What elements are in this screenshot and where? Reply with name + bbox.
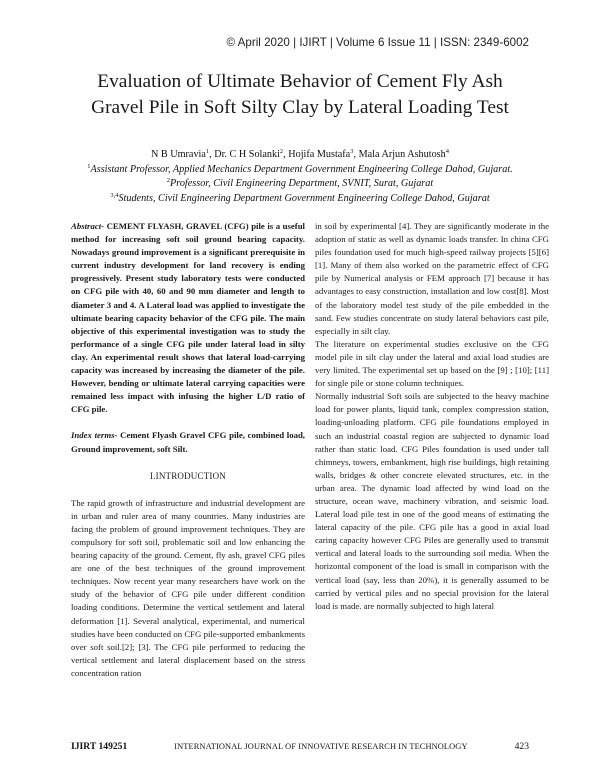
- index-terms: [71, 429, 305, 455]
- affiliation-3: [60, 192, 540, 207]
- author-name: Hojifa Mustafa: [288, 149, 351, 160]
- author-sup: 1: [205, 148, 210, 155]
- author-name: Dr. C H Solanki: [214, 149, 280, 160]
- author-sup: 3: [350, 148, 354, 155]
- affiliation-sup: 3,4: [110, 191, 119, 199]
- abstract-label: Abstract-: [71, 221, 105, 231]
- title-line-2: Gravel Pile in Soft Silty Clay by Lateral Loading Test: [91, 97, 509, 118]
- page-footer: [71, 741, 529, 752]
- paper-title: [60, 69, 540, 121]
- author-block: [60, 148, 540, 206]
- index-terms-label: Index terms-: [71, 430, 118, 441]
- intro-paragraph-4: Normally industrial Soft soils are subjected to the heavy machine load for power plants, liquid tank, complex compression station, loading-unloading platform. CFG pile foundations employed in such an industrial coastal region are subjected to dynamic load rather than static load. CFG Piles foundation is used under tall chimneys, towers, embankment, high rise buildings, high retaining walls, bridges & other concrete elevated structures, etc. in the urban area. The dynamic load affected by wind load on the structure, ocean wave, machinery vibration, and seismic load. Lateral load pile test in one of the good means of estimating the lateral capacity of the pile. CFG pile has a good in axial load caring capacity however CFG Piles are generally used to transmit vertical and lateral loads to the surrounding soil media. When the horizontal component of the load is small in comparison with the vertical load (say, less than 20%), it is generally assumed to be carried by vertical piles and no special provision for the lateral load is made. are normally subjected to high lateral: [315, 391, 549, 611]
- affiliation-sup: 2: [166, 177, 171, 184]
- index-terms-text: Cement Flyash Gravel CFG pile, combined load, Ground improvement, soft Silt.: [71, 430, 305, 454]
- author-name: N B Umravia: [151, 149, 206, 160]
- intro-paragraph-3: The literature on experimental studies exclusive on the CFG model pile in silt clay under the lateral and axial load studies are very limited. The experimental set up based on the [9] ; [10]; [11] for single pile or stone column techniques.: [315, 338, 549, 389]
- affiliation-text: Assistant Professor, Applied Mechanics Department Government Engineering College Dahod, Gujarat.: [90, 163, 513, 175]
- intro-paragraph-1: The rapid growth of infrastructure and industrial development are in urban and ruler area of many countries. Many industries are facing the problem of ground improvement techniques. They are compulsory for soft soil, problematic soil and low enhancing the bearing capacity of the ground. Cement, fly ash, gravel CFG piles are one of the best techniques of the ground improvement techniques. Now recent year many researchers have work on the study of the behavior of CFG pile under different condition loading conditions. Determine the vertical settlement and lateral deformation [1]. Several analytical, experimental, and numerical studies have been conducted on CFG pile-supported embankments over soft soil.[2]; [3]. The CFG pile performed to reducing the vertical settlement and lateral displacement based on the stress concentration ration: [71, 497, 305, 678]
- author-separator: ,: [353, 149, 359, 160]
- footer-paper-id: IJIRT 149251: [71, 741, 128, 752]
- author-names: [60, 148, 540, 163]
- section-heading-introduction: I.INTRODUCTION: [149, 470, 227, 481]
- affiliation-2: [60, 177, 540, 192]
- author-sup: 4: [445, 148, 449, 155]
- title-line-1: Evaluation of Ultimate Behavior of Cement Fly Ash: [97, 71, 503, 92]
- affiliation-1: [60, 163, 540, 178]
- affiliation-sup: 1: [87, 162, 91, 170]
- right-column: [315, 220, 549, 613]
- abstract-text: CEMENT FLYASH, GRAVEL (CFG) pile is a useful method for increasing soft soil ground bearing capacity. Nowadays ground improvement is a significant prerequisite in current industry development for land recovery is ending progressively. Present study laboratory tests were conducted on CFG pile with 40, 60 and 90 mm diameter and length to diameter 3 and 4. A Lateral load was applied to investigate the ultimate bearing capacity behavior of the CFG pile. The main objective of this experimental investigation was to study the performance of a single CFG pile under lateral load in silty clay. An experimental result shows that lateral load-carrying capacity was increased by increasing the diameter of the pile. However, bending or ultimate lateral carrying capacities were remained less impact with infusing the higher L/D ratio of CFG pile.: [71, 221, 305, 415]
- intro-paragraph-2: in soil by experimental [4]. They are significantly moderate in the adoption of static as well as dynamic loads transfer. In china CFG piles foundation used for much high-speed railway projects [5][6][1]. Many of them also worked on the parametric effect of CFG pile by Numerical analysis or FEM approach [7] because it has advantages to easy construction, installation and low cost[8]. Most of the laboratory model test study of the pile embedded in the sand. Few studies concentrate on study lateral behaviors cast pile, especially in silt clay.: [315, 221, 549, 336]
- footer-page-number: 423: [514, 741, 529, 752]
- author-separator: ,: [283, 149, 289, 160]
- author-separator: ,: [209, 149, 215, 160]
- affiliation-text: Students, Civil Engineering Department Government Engineering College Dahod, Gujarat: [118, 192, 490, 204]
- left-column: [71, 220, 305, 680]
- author-sup: 2: [279, 148, 284, 155]
- journal-issue-header: © April 2020 | IJIRT | Volume 6 Issue 11 | ISSN: 2349-6002: [226, 36, 529, 49]
- footer-journal-name: INTERNATIONAL JOURNAL OF INNOVATIVE RESEARCH IN TECHNOLOGY: [174, 742, 468, 751]
- abstract: [71, 220, 305, 416]
- affiliation-text: Professor, Civil Engineering Department, SVNIT, Surat, Gujarat: [170, 178, 434, 189]
- author-name: Mala Arjun Ashutosh: [358, 149, 446, 160]
